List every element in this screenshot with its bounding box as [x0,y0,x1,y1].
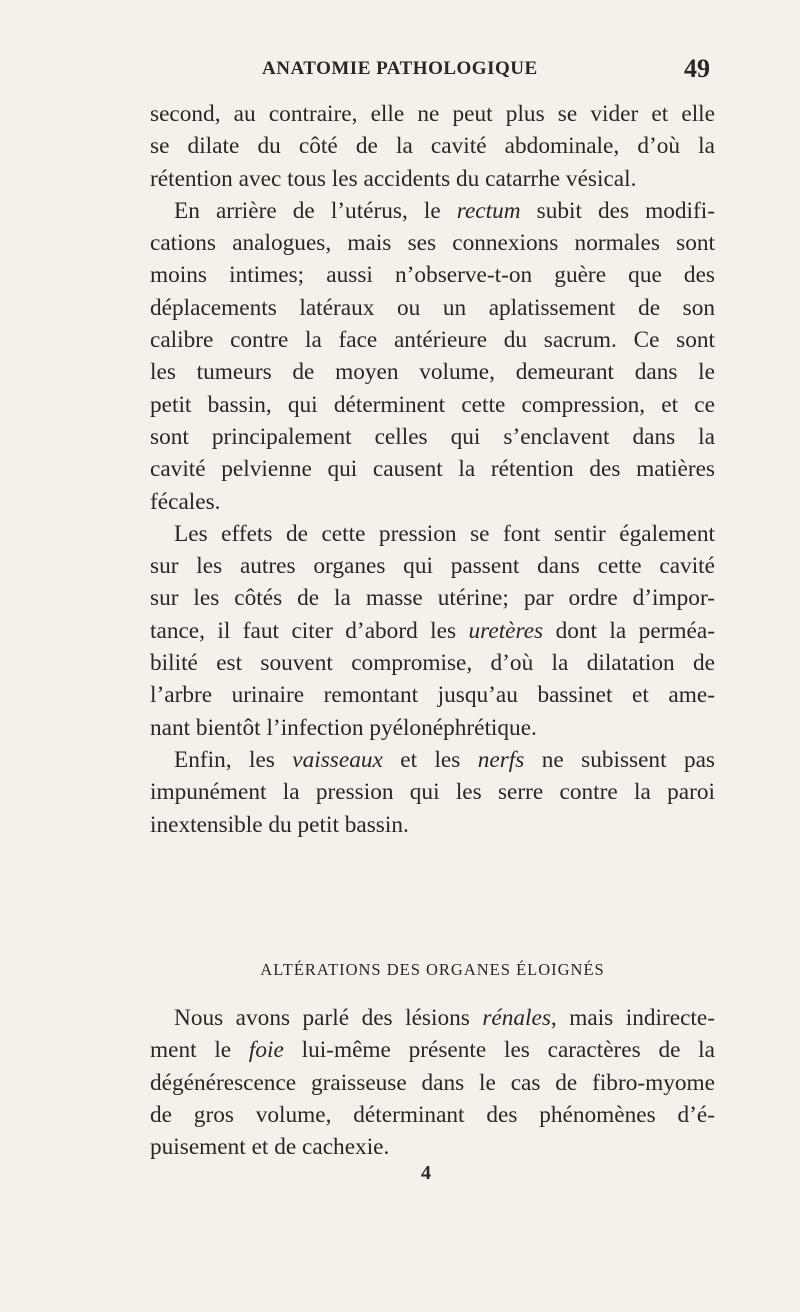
text-line: cations analogues, mais ses connexions normales sont [150,230,715,257]
text-line: impunément la pression qui les serre contre la paroi [150,779,715,806]
section-text [150,1002,715,1163]
text-line: second, au contraire, elle ne peut plus se vider et elle [150,101,715,127]
running-title: ANATOMIE PATHOLOGIQUE [262,58,538,79]
text-line: se dilate du côté de la cavité abdominale, d’où la [150,133,715,160]
text-line: de gros volume, déterminant des phénomènes d’é- [150,1101,715,1128]
text-line [150,1002,715,1034]
text-line: calibre contre la face antérieure du sacrum. Ce sont [150,327,715,354]
text-line: inextensible du petit bassin. [150,811,409,838]
italic-term: nerfs [477,746,525,773]
text-line: l’arbre urinaire remontant jusqu’au bassinet et ame- [150,682,715,709]
text-line [150,615,715,647]
text-line [150,1034,715,1066]
text-line [150,744,715,776]
text-line: moins intimes; aussi n’observe-t-on guère que des [150,262,715,289]
text-line: sur les côtés de la masse utérine; par ordre d’impor- [150,585,715,612]
text-line: déplacements latéraux ou un aplatissement de son [150,294,715,321]
italic-term: vaisseaux [292,746,383,773]
text-line: Les effets de cette pression se font sentir également [174,520,715,547]
italic-term: uretères [468,617,544,644]
italic-term: rénales [482,1005,551,1031]
signature-mark: 4 [421,1162,431,1184]
text-line: bilité est souvent compromise, d’où la dilatation de [150,650,715,677]
text-fragment: et les [382,746,478,773]
body-text [150,98,715,841]
text-line: nant bientôt l’infection pyélonéphrétique. [150,714,537,741]
page-header [150,54,710,90]
page-number: 49 [684,54,710,83]
text-line [150,195,715,227]
text-fragment: tance, il faut citer d’abord les [150,617,469,644]
text-fragment: lui-même présente les caractères de la [283,1037,715,1064]
text-fragment: subit des modifi- [520,197,716,224]
text-fragment: ment le [150,1037,249,1064]
text-fragment: En arrière de l’utérus, le [174,197,457,224]
text-line: puisement et de cachexie. [150,1134,390,1161]
text-fragment: Nous avons parlé des lésions [174,1005,483,1031]
text-fragment: ne subissent pas [524,746,716,773]
text-fragment: dont la perméa- [543,617,715,644]
text-line: fécales. [150,488,221,515]
text-line: rétention avec tous les accidents du catarrhe vésical. [150,165,637,192]
text-line: sont principalement celles qui s’enclavent dans la [150,423,715,450]
text-line: dégénérescence graisseuse dans le cas de fibro-myome [150,1069,715,1096]
text-line: cavité pelvienne qui causent la rétention des matières [150,456,715,483]
text-fragment: , mais indirecte- [550,1005,715,1031]
text-line: petit bassin, qui déterminent cette compression, et ce [150,391,715,418]
italic-term: rectum [456,197,521,224]
italic-term: foie [248,1037,284,1064]
text-line: sur les autres organes qui passent dans cette cavité [150,553,715,580]
text-line: les tumeurs de moyen volume, demeurant dans le [150,359,715,386]
section-heading: ALTÉRATIONS DES ORGANES ÉLOIGNÉS [260,960,605,979]
text-fragment: Enfin, les [174,746,293,773]
